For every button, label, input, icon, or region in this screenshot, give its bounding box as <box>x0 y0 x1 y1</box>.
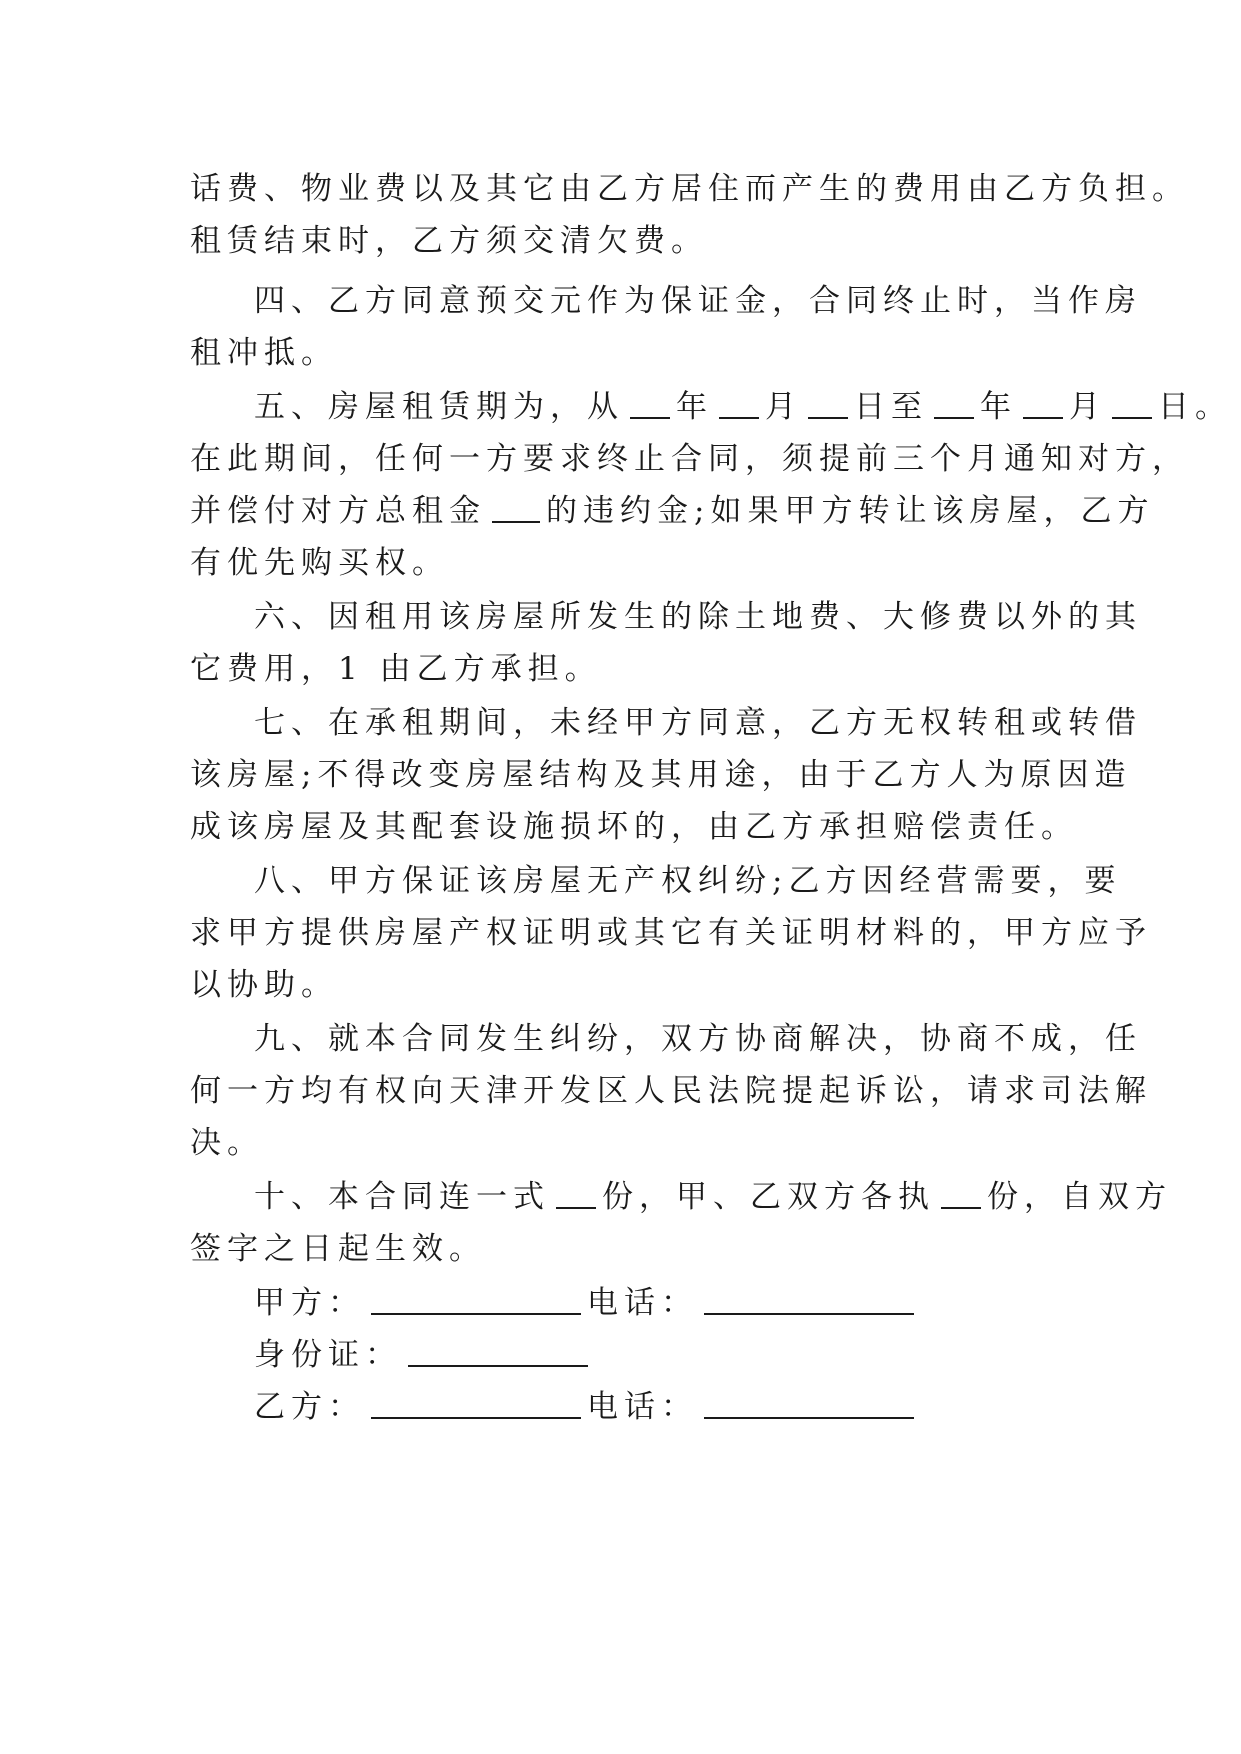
clause-7: 七、在承租期间，未经甲方同意，乙方无权转租或转借 <box>254 705 1142 741</box>
text-line: 何一方均有权向天津开发区人民法院提起诉讼，请求司法解 <box>190 1073 1152 1109</box>
phone-label: 电话： <box>587 1389 698 1425</box>
party-a-signature-line <box>254 1274 920 1332</box>
text-line <box>190 482 1154 540</box>
clause-6: 六、因租用该房屋所发生的除土地费、大修费以外的其 <box>254 599 1142 635</box>
text-line: 它费用，1 由乙方承担。 <box>190 651 602 687</box>
text-segment: 五、房屋租赁期为，从 <box>254 389 624 425</box>
text-line: 该房屋;不得改变房屋结构及其用途，由于乙方人为原因造 <box>190 757 1132 793</box>
text-line: 话费、物业费以及其它由乙方居住而产生的费用由乙方负担。 <box>190 171 1189 207</box>
text-line: 决。 <box>190 1125 264 1161</box>
text-line: 有优先购买权。 <box>190 545 449 581</box>
text-segment: 并偿付对方总租金 <box>190 493 486 529</box>
text-segment: 日。 <box>1158 389 1232 425</box>
clause-5 <box>254 378 1232 436</box>
text-line: 租冲抵。 <box>190 335 338 371</box>
blank-field[interactable] <box>808 383 848 419</box>
phone-label: 电话： <box>587 1285 698 1321</box>
text-segment: 日至 <box>854 389 928 425</box>
blank-field[interactable] <box>934 383 974 419</box>
clause-9: 九、就本合同发生纠纷，双方协商解决，协商不成，任 <box>254 1021 1142 1057</box>
blank-field[interactable] <box>941 1173 981 1209</box>
blank-field[interactable] <box>1112 383 1152 419</box>
blank-field[interactable] <box>492 487 540 523</box>
clause-8: 八、甲方保证该房屋无产权纠纷;乙方因经营需要，要 <box>254 863 1122 899</box>
text-line: 以协助。 <box>190 967 338 1003</box>
text-line: 租赁结束时，乙方须交清欠费。 <box>190 223 708 259</box>
text-segment: 十、本合同连一式 <box>254 1179 550 1215</box>
text-segment: 份，甲、乙双方各执 <box>602 1179 935 1215</box>
clause-10 <box>254 1168 1172 1226</box>
text-line: 签字之日起生效。 <box>190 1231 486 1267</box>
party-b-phone-field[interactable] <box>704 1383 914 1419</box>
text-segment: 年 <box>676 389 713 425</box>
party-a-label: 甲方： <box>254 1285 365 1321</box>
party-b-signature-line <box>254 1378 920 1436</box>
party-b-label: 乙方： <box>254 1389 365 1425</box>
blank-field[interactable] <box>1023 383 1063 419</box>
text-segment: 年 <box>980 389 1017 425</box>
text-segment: 月 <box>1069 389 1106 425</box>
text-line: 在此期间，任何一方要求终止合同，须提前三个月通知对方， <box>190 441 1189 477</box>
party-b-field[interactable] <box>371 1383 581 1419</box>
party-a-field[interactable] <box>371 1279 581 1315</box>
text-segment: 月 <box>765 389 802 425</box>
text-segment: 的违约金;如果甲方转让该房屋，乙方 <box>546 493 1155 529</box>
text-segment: 份，自双方 <box>987 1179 1172 1215</box>
clause-4: 四、乙方同意预交元作为保证金，合同终止时，当作房 <box>254 283 1142 319</box>
id-signature-line <box>254 1326 594 1384</box>
text-line: 成该房屋及其配套设施损坏的，由乙方承担赔偿责任。 <box>190 809 1078 845</box>
id-label: 身份证： <box>254 1337 402 1373</box>
id-field[interactable] <box>408 1331 588 1367</box>
blank-field[interactable] <box>719 383 759 419</box>
blank-field[interactable] <box>556 1173 596 1209</box>
text-line: 求甲方提供房屋产权证明或其它有关证明材料的，甲方应予 <box>190 915 1152 951</box>
blank-field[interactable] <box>630 383 670 419</box>
party-a-phone-field[interactable] <box>704 1279 914 1315</box>
